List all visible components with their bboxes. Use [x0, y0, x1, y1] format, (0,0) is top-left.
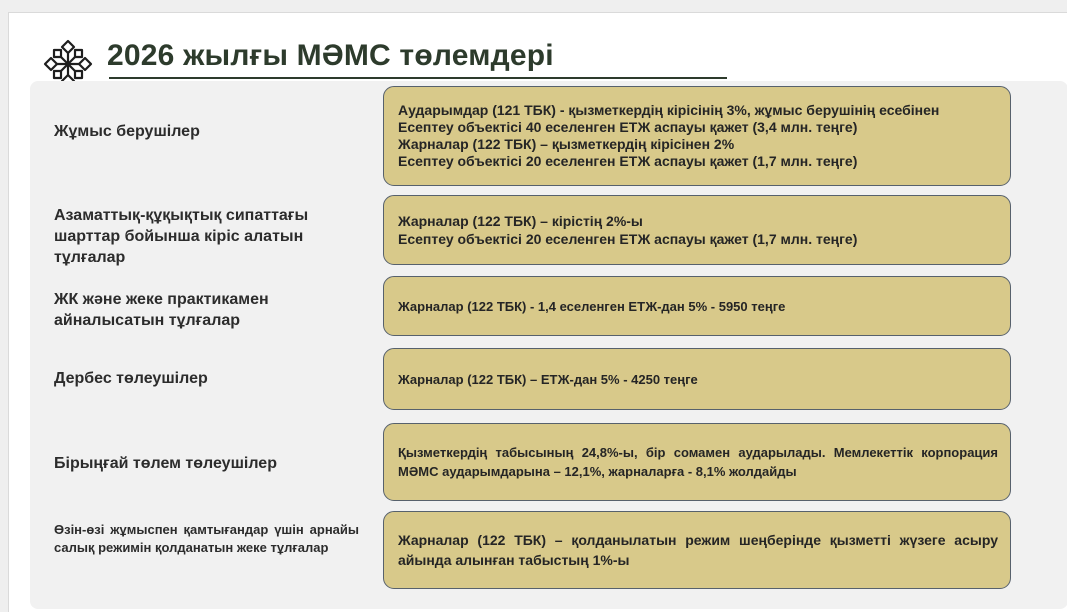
row-label-single-payment: Бірыңғай төлем төлеушілер: [54, 455, 277, 472]
info-line: Жарналар (122 ТБК) - 1,4 еселенген ЕТЖ-дан 5% - 5950 теңге: [398, 298, 786, 314]
info-line: Жарналар (122 ТБК) – қызметкердің кірісінен 2%: [398, 136, 735, 152]
row-label-employers: Жұмыс берушілер: [54, 123, 200, 140]
info-line: Жарналар (122 ТБК) – кірістің 2%-ы: [398, 213, 643, 229]
row-label-self-employed: Өзін-өзі жұмыспен қамтығандар үшін арнайы салық режимін қолданатын жеке тұлғалар: [54, 522, 359, 555]
info-line: Есептеу объектісі 20 еселенген ЕТЖ аспауы қажет (1,7 млн. теңге): [398, 231, 858, 247]
title-underline: [109, 77, 727, 79]
info-box-independent-payers: [383, 348, 1011, 410]
page-title: 2026 жылғы МӘМС төлемдері: [107, 39, 554, 72]
info-line: Есептеу объектісі 40 еселенген ЕТЖ аспауы қажет (3,4 млн. теңге): [398, 119, 858, 135]
slide: [8, 12, 1067, 612]
info-line: Жарналар (122 ТБК) – қолданылатын режим шеңберінде қызметті жүзеге асыру айында алынған табыстың 1%-ы: [398, 532, 998, 568]
row-label-individual-entrepreneurs: ЖК және жеке практикамен айналысатын тұлғалар: [54, 291, 269, 329]
info-box-self-employed: [383, 511, 1011, 589]
row-label-civil-contracts: Азаматтық-құқықтық сипаттағы шарттар бойынша кіріс алатын тұлғалар: [54, 207, 309, 266]
info-box-civil-contracts: [383, 195, 1011, 265]
info-line: Аударымдар (121 ТБК) - қызметкердің кірісінің 3%, жұмыс берушінің есебінен: [398, 102, 940, 118]
info-box-single-payment: [383, 423, 1011, 501]
info-line: Есептеу объектісі 20 еселенген ЕТЖ аспауы қажет (1,7 млн. теңге): [398, 153, 858, 169]
info-box-employers: [383, 86, 1011, 186]
info-box-individual-entrepreneurs: [383, 276, 1011, 336]
info-line: Жарналар (122 ТБК) – ЕТЖ-дан 5% - 4250 теңге: [398, 371, 698, 387]
row-label-independent-payers: Дербес төлеушілер: [54, 370, 208, 387]
info-line: Қызметкердің табысының 24,8%-ы, бір сомамен аударылады. Мемлекеттік корпорация МӘМС аударымдарына – 12,1%, жарналарға - 8,1% жолдайды: [398, 445, 998, 479]
